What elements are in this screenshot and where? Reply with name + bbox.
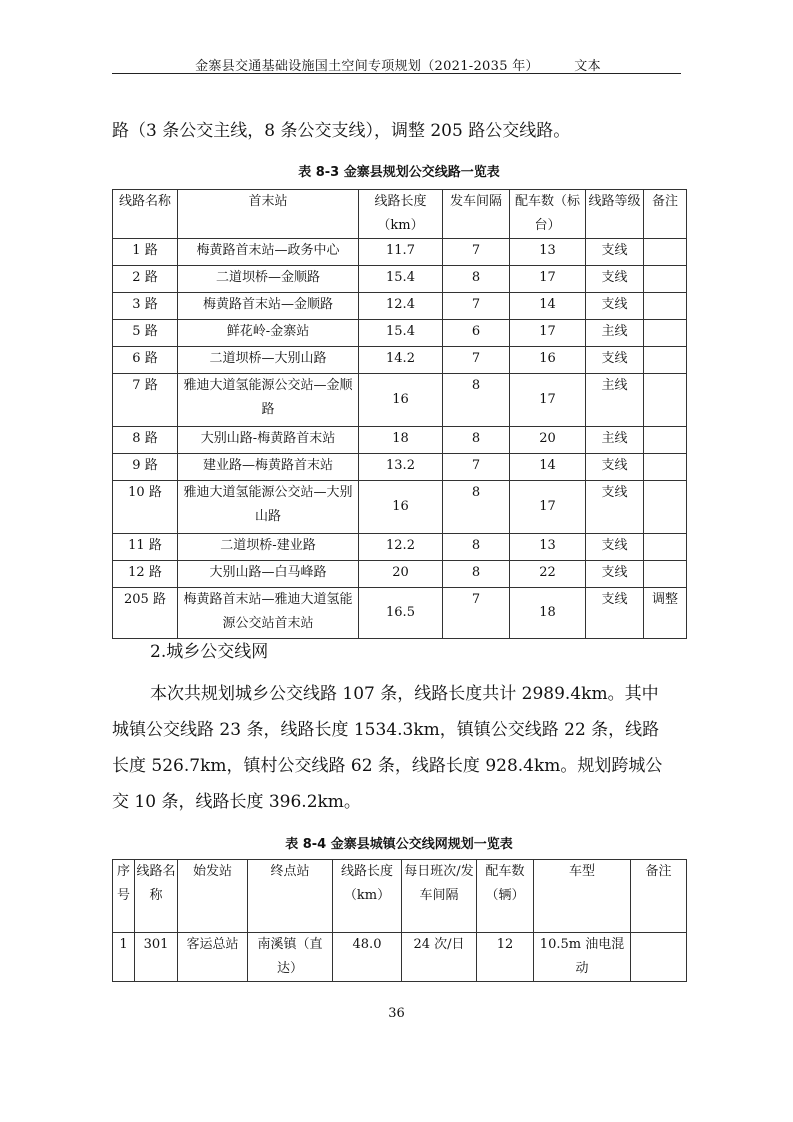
t2-cell: 12 [477,933,534,982]
t1-cell [644,293,687,320]
table1-caption: 表 8-3 金寨县规划公交线路一览表 [298,165,500,180]
table-row [113,454,687,481]
t1-cell [644,534,687,561]
table1-header-row [113,190,687,239]
t2-h-model: 车型 [534,860,631,933]
t2-cell: 10.5m 油电混动 [534,933,631,982]
t2-cell: 48.0 [333,933,402,982]
t1-cell: 8 [443,266,510,293]
t1-cell [644,320,687,347]
running-header [115,55,681,73]
t1-h-vehicles: 配车数（标台） [510,190,586,239]
t2-h-note: 备注 [631,860,687,933]
t1-cell: 22 [510,561,586,588]
t1-cell: 8 [443,427,510,454]
t1-cell [644,239,687,266]
t1-cell: 2 路 [113,266,178,293]
t1-cell: 7 [443,588,510,639]
t2-h-terminal: 终点站 [248,860,333,933]
t1-cell: 7 [443,454,510,481]
t1-cell: 5 路 [113,320,178,347]
t1-cell: 8 [443,374,510,427]
table-row [113,427,687,454]
t2-cell: 南溪镇（直达） [248,933,333,982]
t1-cell: 16.5 [359,588,443,639]
t1-cell: 支线 [586,588,644,639]
t1-cell: 大别山路-梅黄路首末站 [178,427,359,454]
t1-cell: 支线 [586,561,644,588]
header-title: 金寨县交通基础设施国土空间专项规划（2021-2035 年） [195,59,539,74]
t1-cell: 二道坝桥-建业路 [178,534,359,561]
table2-caption: 表 8-4 金寨县城镇公交线网规划一览表 [285,837,513,852]
t1-cell: 梅黄路首末站—雅迪大道氢能源公交站首末站 [178,588,359,639]
t1-cell: 11.7 [359,239,443,266]
t1-cell: 13.2 [359,454,443,481]
t1-cell [644,481,687,534]
t1-cell: 7 路 [113,374,178,427]
t1-cell: 18 [359,427,443,454]
table-row [113,320,687,347]
t1-cell: 鲜花岭-金寨站 [178,320,359,347]
t1-cell: 9 路 [113,454,178,481]
table-row [113,481,687,534]
t1-cell: 主线 [586,427,644,454]
table-row [113,239,687,266]
t1-h-name: 线路名称 [113,190,178,239]
t1-cell: 20 [510,427,586,454]
t2-h-name: 线路名称 [135,860,178,933]
t1-cell: 16 [359,374,443,427]
table2-header-row [113,860,687,933]
table-row [113,588,687,639]
table-row [113,561,687,588]
t1-cell: 梅黄路首末站—金顺路 [178,293,359,320]
t1-cell [644,266,687,293]
t1-cell: 支线 [586,534,644,561]
t1-h-stops: 首末站 [178,190,359,239]
t2-h-frequency: 每日班次/发车间隔 [402,860,477,933]
t1-cell: 6 [443,320,510,347]
t1-cell: 17 [510,320,586,347]
table-row [113,266,687,293]
t1-cell: 11 路 [113,534,178,561]
section-paragraph [112,676,692,820]
t1-cell: 7 [443,239,510,266]
t1-cell: 12.4 [359,293,443,320]
t1-cell: 14 [510,293,586,320]
intro-line: 路（3 条公交主线，8 条公交支线），调整 205 路公交线路。 [112,121,571,141]
header-rule [112,73,681,74]
t1-h-note: 备注 [644,190,687,239]
t1-cell: 支线 [586,293,644,320]
t2-h-origin: 始发站 [178,860,248,933]
section-title: 2.城乡公交线网 [150,642,269,662]
t1-cell: 205 路 [113,588,178,639]
t1-cell [644,427,687,454]
t1-cell [644,561,687,588]
t1-cell: 大别山路—白马峰路 [178,561,359,588]
t1-cell: 15.4 [359,266,443,293]
t2-cell: 1 [113,933,135,982]
t1-cell: 梅黄路首末站—政务中心 [178,239,359,266]
paragraph-line: 城镇公交线路 23 条，线路长度 1534.3km，镇镇公交线路 22 条，线路 [112,720,660,740]
t2-h-index: 序号 [113,860,135,933]
t1-cell: 二道坝桥—金顺路 [178,266,359,293]
t2-h-length: 线路长度（km） [333,860,402,933]
t2-cell: 301 [135,933,178,982]
paragraph-line: 交 10 条，线路长度 396.2km。 [112,792,361,812]
t1-cell: 20 [359,561,443,588]
paragraph-line: 本次共规划城乡公交线路 107 条，线路长度共计 2989.4km。其中 [150,684,659,704]
t1-cell: 17 [510,481,586,534]
t1-cell: 16 [359,481,443,534]
t1-cell: 支线 [586,239,644,266]
table2 [112,859,687,982]
t1-cell: 15.4 [359,320,443,347]
t1-cell: 建业路—梅黄路首末站 [178,454,359,481]
table1 [112,189,687,639]
t1-cell: 14.2 [359,347,443,374]
t1-cell: 7 [443,293,510,320]
t1-cell: 支线 [586,454,644,481]
t1-cell: 12 路 [113,561,178,588]
table-row [113,293,687,320]
t1-cell: 8 [443,561,510,588]
t1-cell: 13 [510,534,586,561]
t1-h-grade: 线路等级 [586,190,644,239]
table-row [113,933,687,982]
t1-cell: 雅迪大道氢能源公交站—金顺路 [178,374,359,427]
t1-cell: 6 路 [113,347,178,374]
t2-cell [631,933,687,982]
t1-cell: 17 [510,374,586,427]
t2-cell: 客运总站 [178,933,248,982]
t1-cell: 14 [510,454,586,481]
t1-cell: 二道坝桥—大别山路 [178,347,359,374]
t1-h-interval: 发车间隔 [443,190,510,239]
t1-cell: 13 [510,239,586,266]
t1-cell: 7 [443,347,510,374]
table-row [113,534,687,561]
t1-cell: 16 [510,347,586,374]
t1-cell: 支线 [586,347,644,374]
t1-cell: 8 [443,481,510,534]
t1-cell: 10 路 [113,481,178,534]
t1-cell: 支线 [586,481,644,534]
t1-h-length: 线路长度（km） [359,190,443,239]
t1-cell: 17 [510,266,586,293]
table-row [113,374,687,427]
t2-cell: 24 次/日 [402,933,477,982]
t2-h-vehicles: 配车数（辆） [477,860,534,933]
t1-cell [644,347,687,374]
t1-cell: 主线 [586,374,644,427]
t1-cell: 主线 [586,320,644,347]
page-number: 36 [388,1006,405,1021]
t1-cell: 雅迪大道氢能源公交站—大别山路 [178,481,359,534]
t1-cell: 12.2 [359,534,443,561]
t1-cell: 18 [510,588,586,639]
t1-cell: 支线 [586,266,644,293]
t1-cell: 8 路 [113,427,178,454]
t1-cell: 1 路 [113,239,178,266]
paragraph-line: 长度 526.7km，镇村公交线路 62 条，线路长度 928.4km。规划跨城公 [112,756,663,776]
t1-cell: 8 [443,534,510,561]
header-doc-type: 文本 [574,59,601,74]
t1-cell [644,454,687,481]
t1-cell: 调整 [644,588,687,639]
t1-cell [644,374,687,427]
table-row [113,347,687,374]
t1-cell: 3 路 [113,293,178,320]
